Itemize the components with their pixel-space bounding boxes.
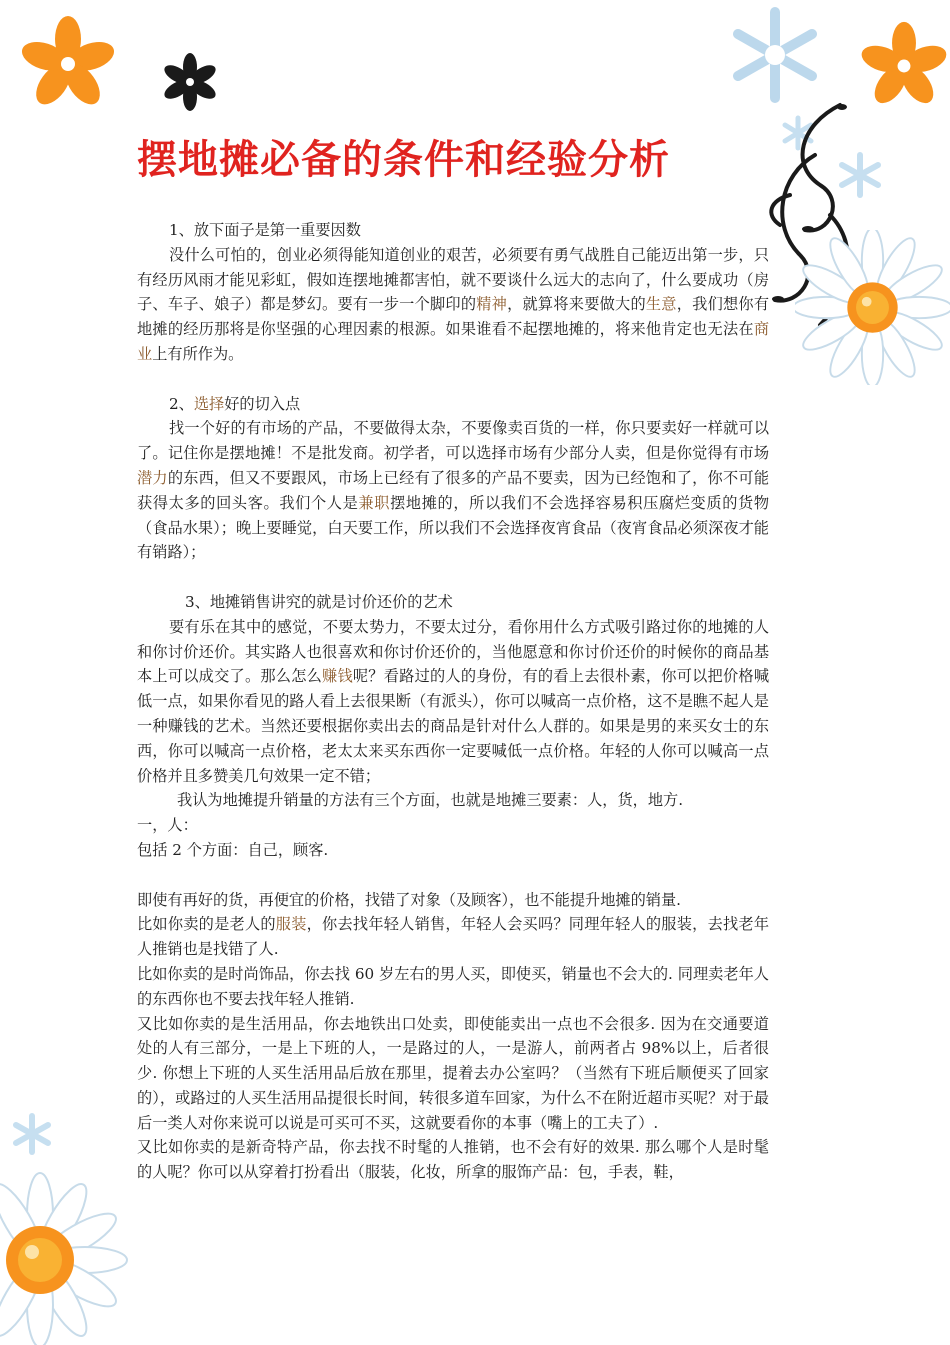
section-heading: 3、地摊销售讲究的就是讨价还价的艺术 xyxy=(185,592,453,611)
keyword-link[interactable]: 生意 xyxy=(645,295,677,314)
keyword-link[interactable]: 选择 xyxy=(193,394,225,413)
body-paragraph: 即使有再好的货，再便宜的价格，找错了对象（及顾客），也不能提升地摊的销量. xyxy=(137,890,681,909)
keyword-link[interactable]: 兼职 xyxy=(358,493,391,512)
keyword-link[interactable]: 精神 xyxy=(476,295,508,314)
body-paragraph: 比如你卖的是时尚饰品，你去找 60 岁左右的男人买，即使买，销量也不会大的. 同理卖老年人的东西你也不要去找年轻人推销. xyxy=(137,964,769,1008)
section-heading: 1、放下面子是第一重要因数 xyxy=(169,221,361,239)
article-body xyxy=(137,218,769,1185)
section-paragraph: 找一个好的有市场的产品，不要做得太杂，不要像卖百货的一样，你只要卖好一样就可以了。记住你是摆地摊！不是批发商。初学者，可以选择市场有少部分人卖，但是你觉得有市场潜力的东西，但又不要跟风，市场上已经有了很多的产品不要卖，因为已经饱和了，你不可能获得太多的回头客。我们个人是兼职摆地摊的，所以我们不会选择容易积压腐烂变质的货物（食品水果）；晚上要睡觉，白天要工作，所以我们不会选择夜宵食品（夜宵食品必须深夜才能有销路）； xyxy=(137,419,770,562)
orange-flower-icon xyxy=(858,20,950,112)
section-heading: 2、选择好的切入点 xyxy=(169,394,301,413)
blue-snowflake-icon xyxy=(720,0,830,110)
section-paragraph: 没什么可怕的，创业必须得能知道创业的艰苦，必须要有勇气战胜自己能迈出第一步，只有经历风雨才能见彩虹，假如连摆地摊都害怕，就不要谈什么远大的志向了，什么要成功（房子、车子、娘子）都是梦幻。要有一步一个脚印的精神，就算将来要做大的生意，我们想你有地摊的经历那将是你坚强的心理因素的根源。如果谁看不起摆地摊的，将来他肯定也无法在商业上有所作为。 xyxy=(137,245,770,363)
elements-intro: 我认为地摊提升销量的方法有三个方面，也就是地摊三要素：人，货，地方. xyxy=(177,791,684,810)
body-paragraph: 又比如你卖的是新奇特产品，你去找不时髦的人推销，也不会有好的效果. 那么哪个人是时髦的人呢？你可以从穿着打扮看出（服装，化妆，所拿的服饰产品：包，手表，鞋， xyxy=(137,1138,769,1182)
person-subheading: 包括 2 个方面：自己，顾客. xyxy=(137,840,329,859)
orange-flower-icon xyxy=(18,14,118,114)
blue-snowflake-icon xyxy=(10,1112,54,1156)
body-paragraph: 比如你卖的是老人的服装，你去找年轻人销售，年轻人会买吗？同理年轻人的服装，去找老年人推销也是找错了人. xyxy=(137,915,770,959)
section-paragraph: 要有乐在其中的感觉，不要太势力，不要太过分，看你用什么方式吸引路过你的地摊的人和你讨价还价。其实路人也很喜欢和你讨价还价的，当他愿意和你讨价还价的时候你的商品基本上可以成交了。那么怎么赚钱呢？看路过的人的身份，有的看上去很朴素，你可以把价格喊低一点，如果你看见的路人看上去很果断（有派头），你可以喊高一点价格，这不是瞧不起人是一种赚钱的艺术。当然还要根据你卖出去的商品是针对什么人群的。如果是男的来买女士的东西，你可以喊高一点价格，老太太来买东西你一定要喊低一点价格。年轻的人你可以喊高一点价格并且多赞美几句效果一定不错； xyxy=(137,617,770,785)
body-paragraph: 又比如你卖的是生活用品，你去地铁出口处卖，即使能卖出一点也不会很多. 因为在交通要道处的人有三部分，一是上下班的人，一是路过的人，一是游人，前两者占 98%以上，后者很少. 你想上下班的人买生活用品后放在那里，提着去办公室吗？（当然有下班后顺便买了回家的），或路过的人买生活用品提很长时间，转很多道车回家，为什么不在附近超市买呢？对于最后一类人对你来说可以说是可买可不买，这就要看你的本事（嘴上的工夫了）. xyxy=(137,1014,769,1132)
person-heading: 一，人： xyxy=(137,816,198,835)
keyword-link[interactable]: 潜力 xyxy=(137,468,168,487)
keyword-link[interactable]: 服装 xyxy=(275,915,307,934)
black-flower-icon xyxy=(160,52,220,112)
white-daisy-icon xyxy=(795,230,950,385)
page-title: 摆地摊必备的条件和经验分析 xyxy=(137,137,670,183)
keyword-link[interactable]: 赚钱 xyxy=(322,667,353,686)
keyword-link[interactable]: 商业 xyxy=(137,320,769,363)
